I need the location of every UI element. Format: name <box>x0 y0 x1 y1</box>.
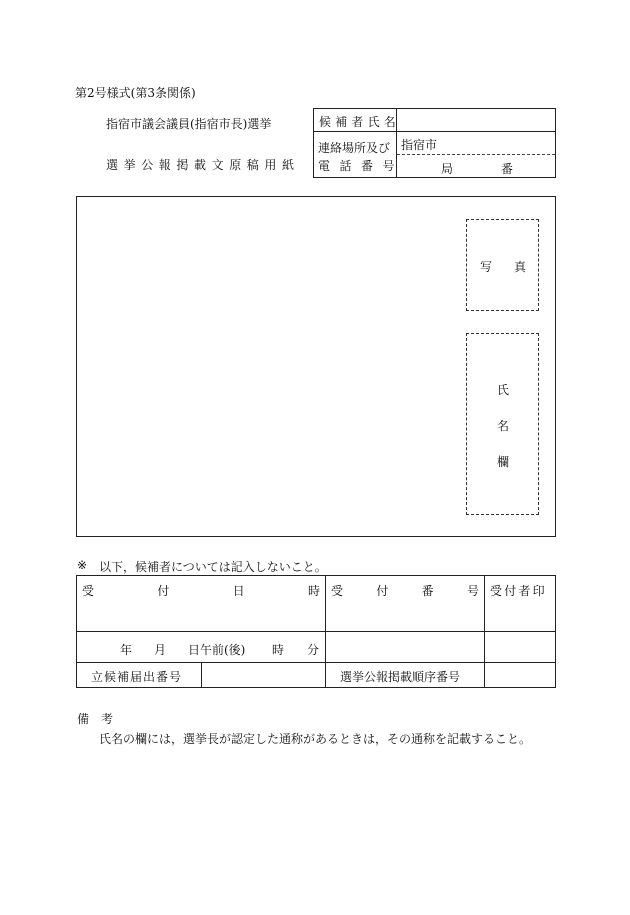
candidate-name-label: 候補者氏名 <box>319 115 401 129</box>
filing-number-label: 立候補届出番号 <box>91 670 183 684</box>
label-char: 受 <box>82 584 95 598</box>
contact-label-line1: 連絡場所及び <box>318 141 391 155</box>
candidate-name-field[interactable] <box>397 109 555 131</box>
photo-char-1: 写 <box>480 260 493 274</box>
election-name: 指宿市議会議員(指宿市長)選挙 <box>106 117 272 131</box>
label-char: 号 <box>466 584 479 598</box>
note-mark: ※ <box>77 558 88 572</box>
order-number-label: 選挙公報掲載順序番号 <box>340 670 461 684</box>
receiver-seal-label: 受付者印 <box>490 584 547 598</box>
contact-address-prefix: 指宿市 <box>401 138 438 152</box>
label-char: 日 <box>232 584 245 598</box>
label-char: 付 <box>376 584 389 598</box>
date-minute: 分 <box>307 643 320 657</box>
note-text: 以下，候補者については記入しないこと。 <box>99 560 327 574</box>
remarks-text: 氏名の欄には，選挙長が認定した通称があるときは，その通称を記載すること。 <box>99 732 532 746</box>
phone-kyoku: 局 <box>441 162 454 176</box>
date-day-ampm: 日午前(後) <box>188 643 246 657</box>
label-char: 番 <box>421 584 434 598</box>
photo-char-2: 真 <box>514 260 527 274</box>
form-title: 選挙公報掲載文原稿用紙 <box>106 158 300 172</box>
date-year: 年 <box>120 643 133 657</box>
remarks-title-char: 備 <box>77 712 90 726</box>
label-char: 受 <box>331 584 344 598</box>
date-month: 月 <box>154 643 167 657</box>
form-number: 第2号様式(第3条関係) <box>75 86 196 100</box>
label-char: 付 <box>157 584 170 598</box>
remarks-title-char: 考 <box>101 712 114 726</box>
remarks-title <box>77 710 113 727</box>
contact-label-line2: 電話番号 <box>318 159 405 173</box>
name-char-2: 名 <box>497 419 510 433</box>
date-hour: 時 <box>272 643 285 657</box>
label-char: 時 <box>307 584 320 598</box>
filing-number-field[interactable] <box>202 663 325 687</box>
name-char-3: 欄 <box>497 455 510 469</box>
order-number-field[interactable] <box>485 663 555 687</box>
name-box[interactable] <box>466 333 539 515</box>
received-datetime-label <box>82 582 320 599</box>
phone-ban: 番 <box>501 162 514 176</box>
photo-box[interactable] <box>466 219 539 311</box>
received-number-label <box>331 582 479 599</box>
name-char-1: 氏 <box>497 383 510 397</box>
